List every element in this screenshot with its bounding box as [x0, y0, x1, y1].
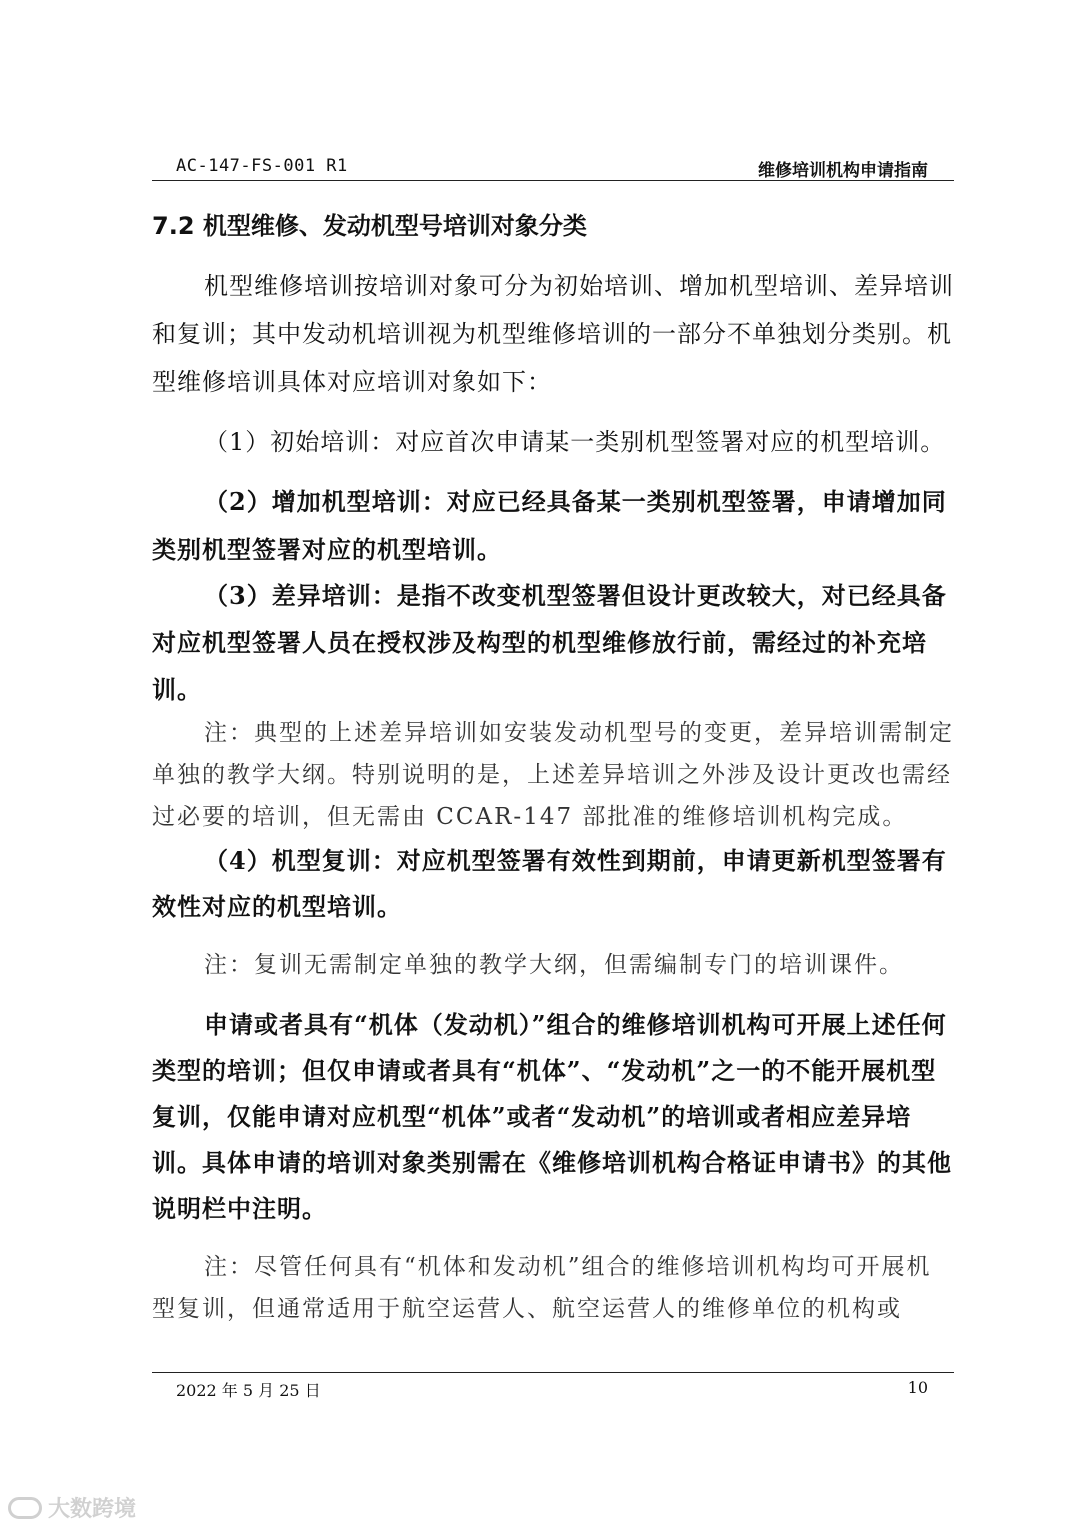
header-divider [152, 180, 954, 181]
item-initial-training: （1）初始培训：对应首次申请某一类别机型签署对应的机型培训。 [204, 428, 946, 456]
application-paragraph: 申请或者具有“机体（发动机）”组合的维修培训机构可开展上述任何类型的培训；但仅申请或者具有“机体”、“发动机”之一的不能开展机型复训，仅能申请对应机型“机体”或者“发动机”的培训或者相应差异培训。具体申请的培训对象类别需在《维修培训机构合格证申请书》的其他说明栏中注明。 [152, 1010, 952, 1223]
intro-paragraph: 机型维修培训按培训对象可分为初始培训、增加机型培训、差异培训和复训；其中发动机培训视为机型维修培训的一部分不单独划分类别。机型维修培训具体对应培训对象如下： [152, 272, 954, 396]
note-recurrent-applicability: 注：尽管任何具有“机体和发动机”组合的维修培训机构均可开展机型复训，但通常适用于航空运营人、航空运营人的维修单位的机构或 [152, 1254, 932, 1322]
document-code: AC-147-FS-001 R1 [176, 156, 348, 176]
section-heading: 7.2 机型维修、发动机型号培训对象分类 [152, 212, 587, 240]
issue-date: 2022 年 5 月 25 日 [176, 1381, 321, 1400]
note-difference-training: 注：典型的上述差异培训如安装发动机型号的变更，差异培训需制定单独的教学大纲。特别说明的是，上述差异培训之外涉及设计更改也需经过必要的培训，但无需由 CCAR-147 部批准的维修培训机构完成。 [152, 720, 954, 830]
item-additional-type-training: （2）增加机型培训：对应已经具备某一类别机型签署，申请增加同类别机型签署对应的机型培训。 [152, 487, 947, 564]
footer-divider [152, 1372, 954, 1373]
watermark-text: 大数跨境 [48, 1497, 137, 1522]
watermark-logo-icon [8, 1497, 42, 1519]
item-difference-training: （3）差异培训：是指不改变机型签署但设计更改较大，对已经具备对应机型签署人员在授权涉及构型的机型维修放行前，需经过的补充培训。 [152, 581, 947, 704]
item-recurrent-training: （4）机型复训：对应机型签署有效性到期前，申请更新机型签署有效性对应的机型培训。 [152, 846, 947, 921]
document-title: 维修培训机构申请指南 [758, 161, 928, 181]
page-number: 10 [907, 1378, 928, 1397]
note-recurrent-training: 注：复训无需制定单独的教学大纲，但需编制专门的培训课件。 [204, 952, 904, 978]
watermark [8, 1492, 136, 1523]
